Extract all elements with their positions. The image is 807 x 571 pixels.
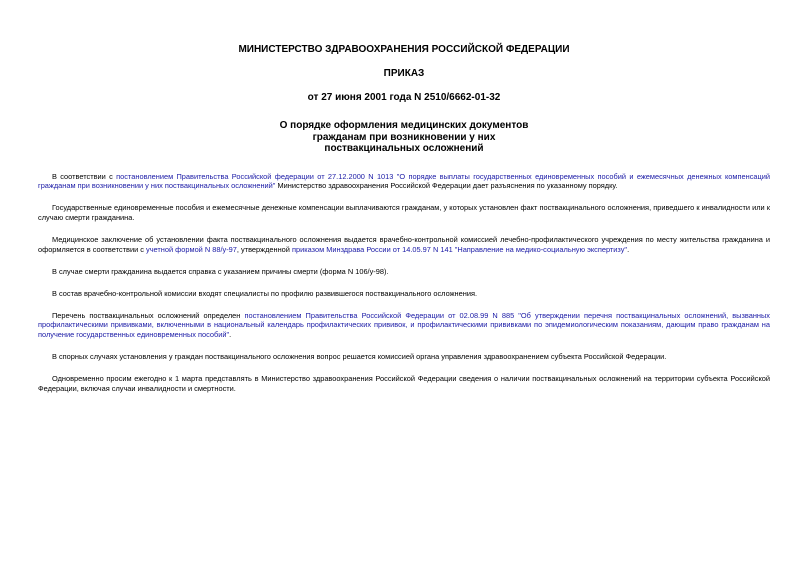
paragraph-text: Одновременно просим ежегодно к 1 марта представлять в Министерство здравоохранения Российской Федерации сведения о наличии поствакцинальных осложнений на территории субъекта Российской Федерации, включая случаи инвалидности и смертности. [38,374,770,393]
document-date-number: от 27 июня 2001 года N 2510/6662-01-32 [307,92,501,103]
paragraph-text: , утвержденной [236,244,292,254]
link-government-resolution-885[interactable]: постановлением Правительства Российской Федерации от 02.08.99 N 885 "Об утверждении перечня поствакцинальных осложнений, вызванных профилактическими прививками, включенными в национальный календарь профилактических прививок, и профилактическими прививками по эпидемиологическим показаниям, дающим право гражданам на получение государственных единовременных пособий" [38,310,770,340]
paragraph-7 [38,352,770,362]
link-government-resolution-1013[interactable]: постановлением Правительства Российской федерации от 27.12.2000 N 1013 "О порядке выплаты государственных единовременных пособий и ежемесячных денежных компенсаций гражданам при возникновении у них поствакцинальных осложнений" [38,171,770,191]
paragraph-text: Медицинское заключение об установлении факта поствакцинального осложнения выдается врачебно-контрольной комиссией лечебно-профилактического учреждения по месту жительства гражданина и оформляется в соответствии с [38,234,770,254]
paragraph-3 [38,235,770,254]
paragraph-text: В состав врачебно-контрольной комиссии входят специалисты по профилю развившегося поствакцинального осложнения. [52,288,477,298]
paragraph-text: Министерство здравоохранения Российской Федерации дает разъяснения по указанному порядку. [275,181,618,191]
document-type-heading: ПРИКАЗ [383,68,425,79]
document-body [38,172,770,394]
link-order-141[interactable]: приказом Минздрава России от 14.05.97 N 141 "Направление на медико-социальную экспертизу" [291,244,628,254]
paragraph-4 [38,267,770,277]
paragraph-text: В спорных случаях установления у граждан поствакцинального осложнения вопрос решается комиссией органа управления здравоохранением субъекта Российской Федерации. [52,352,667,362]
paragraph-text: Перечень поствакцинальных осложнений определен [52,310,245,320]
paragraph-2 [38,203,770,222]
paragraph-text: . [229,330,232,340]
paragraph-6 [38,311,770,340]
paragraph-text: В соответствии с [52,171,117,181]
paragraph-1 [38,172,770,191]
paragraph-8 [38,374,770,393]
paragraph-text: . [627,244,630,254]
paragraph-5 [38,289,770,299]
paragraph-text: В случае смерти гражданина выдается справка с указанием причины смерти (форма N 106/у-98). [52,266,389,276]
document-title: О порядке оформления медицинских документов гражданам при возникновении у них поствакцинальных осложнений [279,120,529,154]
ministry-heading: МИНИСТЕРСТВО ЗДРАВООХРАНЕНИЯ РОССИЙСКОЙ ФЕДЕРАЦИИ [238,44,570,55]
link-form-88[interactable]: учетной формой N 88/у-97 [146,244,237,254]
paragraph-text: Государственные единовременные пособия и ежемесячные денежные компенсации выплачиваются гражданам, у которых установлен факт поствакцинального осложнения, приведшего к инвалидности или к случаю смерти гражданина. [38,203,770,222]
